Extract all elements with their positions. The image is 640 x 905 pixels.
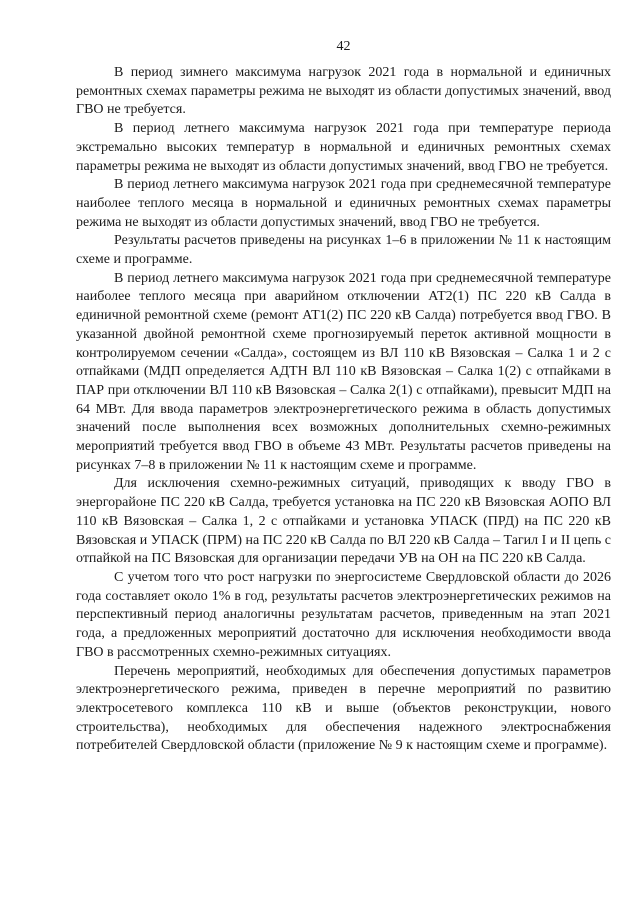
paragraph-results-figures-1-6: Результаты расчетов приведены на рисунках 1–6 в приложении № 11 к настоящим схеме и программе. [76, 233, 611, 268]
page-number: 42 [336, 39, 351, 54]
paragraph-emergency-outage-gvo: В период летнего максимума нагрузок 2021 года при среднемесячной температуре наиболее теплого месяца при аварийном отключении АТ2(1) ПС 220 кВ Салда в единичной ремонтной схеме (ремонт АТ1(2) ПС 220 кВ Салда) потребуется ввод ГВО. В указанной двойной ремонтной схеме прогнозируемый переток активной мощности в контролируемом сечении «Салда», состоящем из ВЛ 110 кВ Вязовская – Салка 1 и 2 с отпайками (МДП определяется АДТН ВЛ 110 кВ Вязовская – Салка 1(2) с отпайками в ПАР при отключении ВЛ 110 кВ Вязовская – Салка 2(1) с отпайками), превысит МДП на 64 МВт. Для ввода параметров электроэнергетического режима в область допустимых значений после выполнения всех возможных дополнительных схемно-режимных мероприятий требуется ввод ГВО в объеме 43 МВт. Результаты расчетов приведены на рисунках 7–8 в приложении № 11 к настоящим схеме и программе. [76, 270, 611, 473]
paragraph-load-growth-2026: С учетом того что рост нагрузки по энергосистеме Свердловской области до 2026 года составляет около 1% в год, результаты расчетов электроэнергетических режимов на перспективный период аналогичны результатам расчетов, приведенным на этап 2021 года, а предложенных мероприятий достаточно для исключения необходимости ввода ГВО в рассмотренных схемно-режимных ситуациях. [76, 569, 611, 660]
paragraph-measures-salda: Для исключения схемно-режимных ситуаций, приводящих к вводу ГВО в энергорайоне ПС 220 кВ Салда, требуется установка на ПС 220 кВ Вязовская АОПО ВЛ 110 кВ Вязовская – Салка 1, 2 с отпайками и установка УПАСК (ПРД) на ПС 220 кВ Вязовская и УПАСК (ПРМ) на ПС 220 кВ Салда по ВЛ 220 кВ Салда – Тагил I и II цепь с отпайкой на ПС Вязовская для организации передачи УВ на ОН на ПС 220 кВ Салда. [76, 476, 611, 567]
paragraph-measures-list: Перечень мероприятий, необходимых для обеспечения допустимых параметров электроэнергетического режима, приведен в перечне мероприятий по развитию электросетевого комплекса 110 кВ и выше (объектов реконструкции, нового строительства), необходимых для обеспечения надежного электроснабжения потребителей Свердловской области (приложение № 9 к настоящим схеме и программе). [76, 663, 611, 754]
paragraph-winter-maximum: В период зимнего максимума нагрузок 2021 года в нормальной и единичных ремонтных схемах параметры режима не выходят из области допустимых значений, ввод ГВО не требуется. [76, 65, 611, 118]
paragraph-summer-extreme-temperature: В период летнего максимума нагрузок 2021 года при температуре периода экстремально высоких температур в нормальной и единичных ремонтных схемах параметры режима не выходят из области допустимых значений, ввод ГВО не требуется. [76, 121, 611, 174]
paragraph-summer-average-temperature: В период летнего максимума нагрузок 2021 года при среднемесячной температуре наиболее теплого месяца в нормальной и единичных ремонтных схемах параметры режима не выходят из области допустимых значений, ввод ГВО не требуется. [76, 177, 611, 230]
